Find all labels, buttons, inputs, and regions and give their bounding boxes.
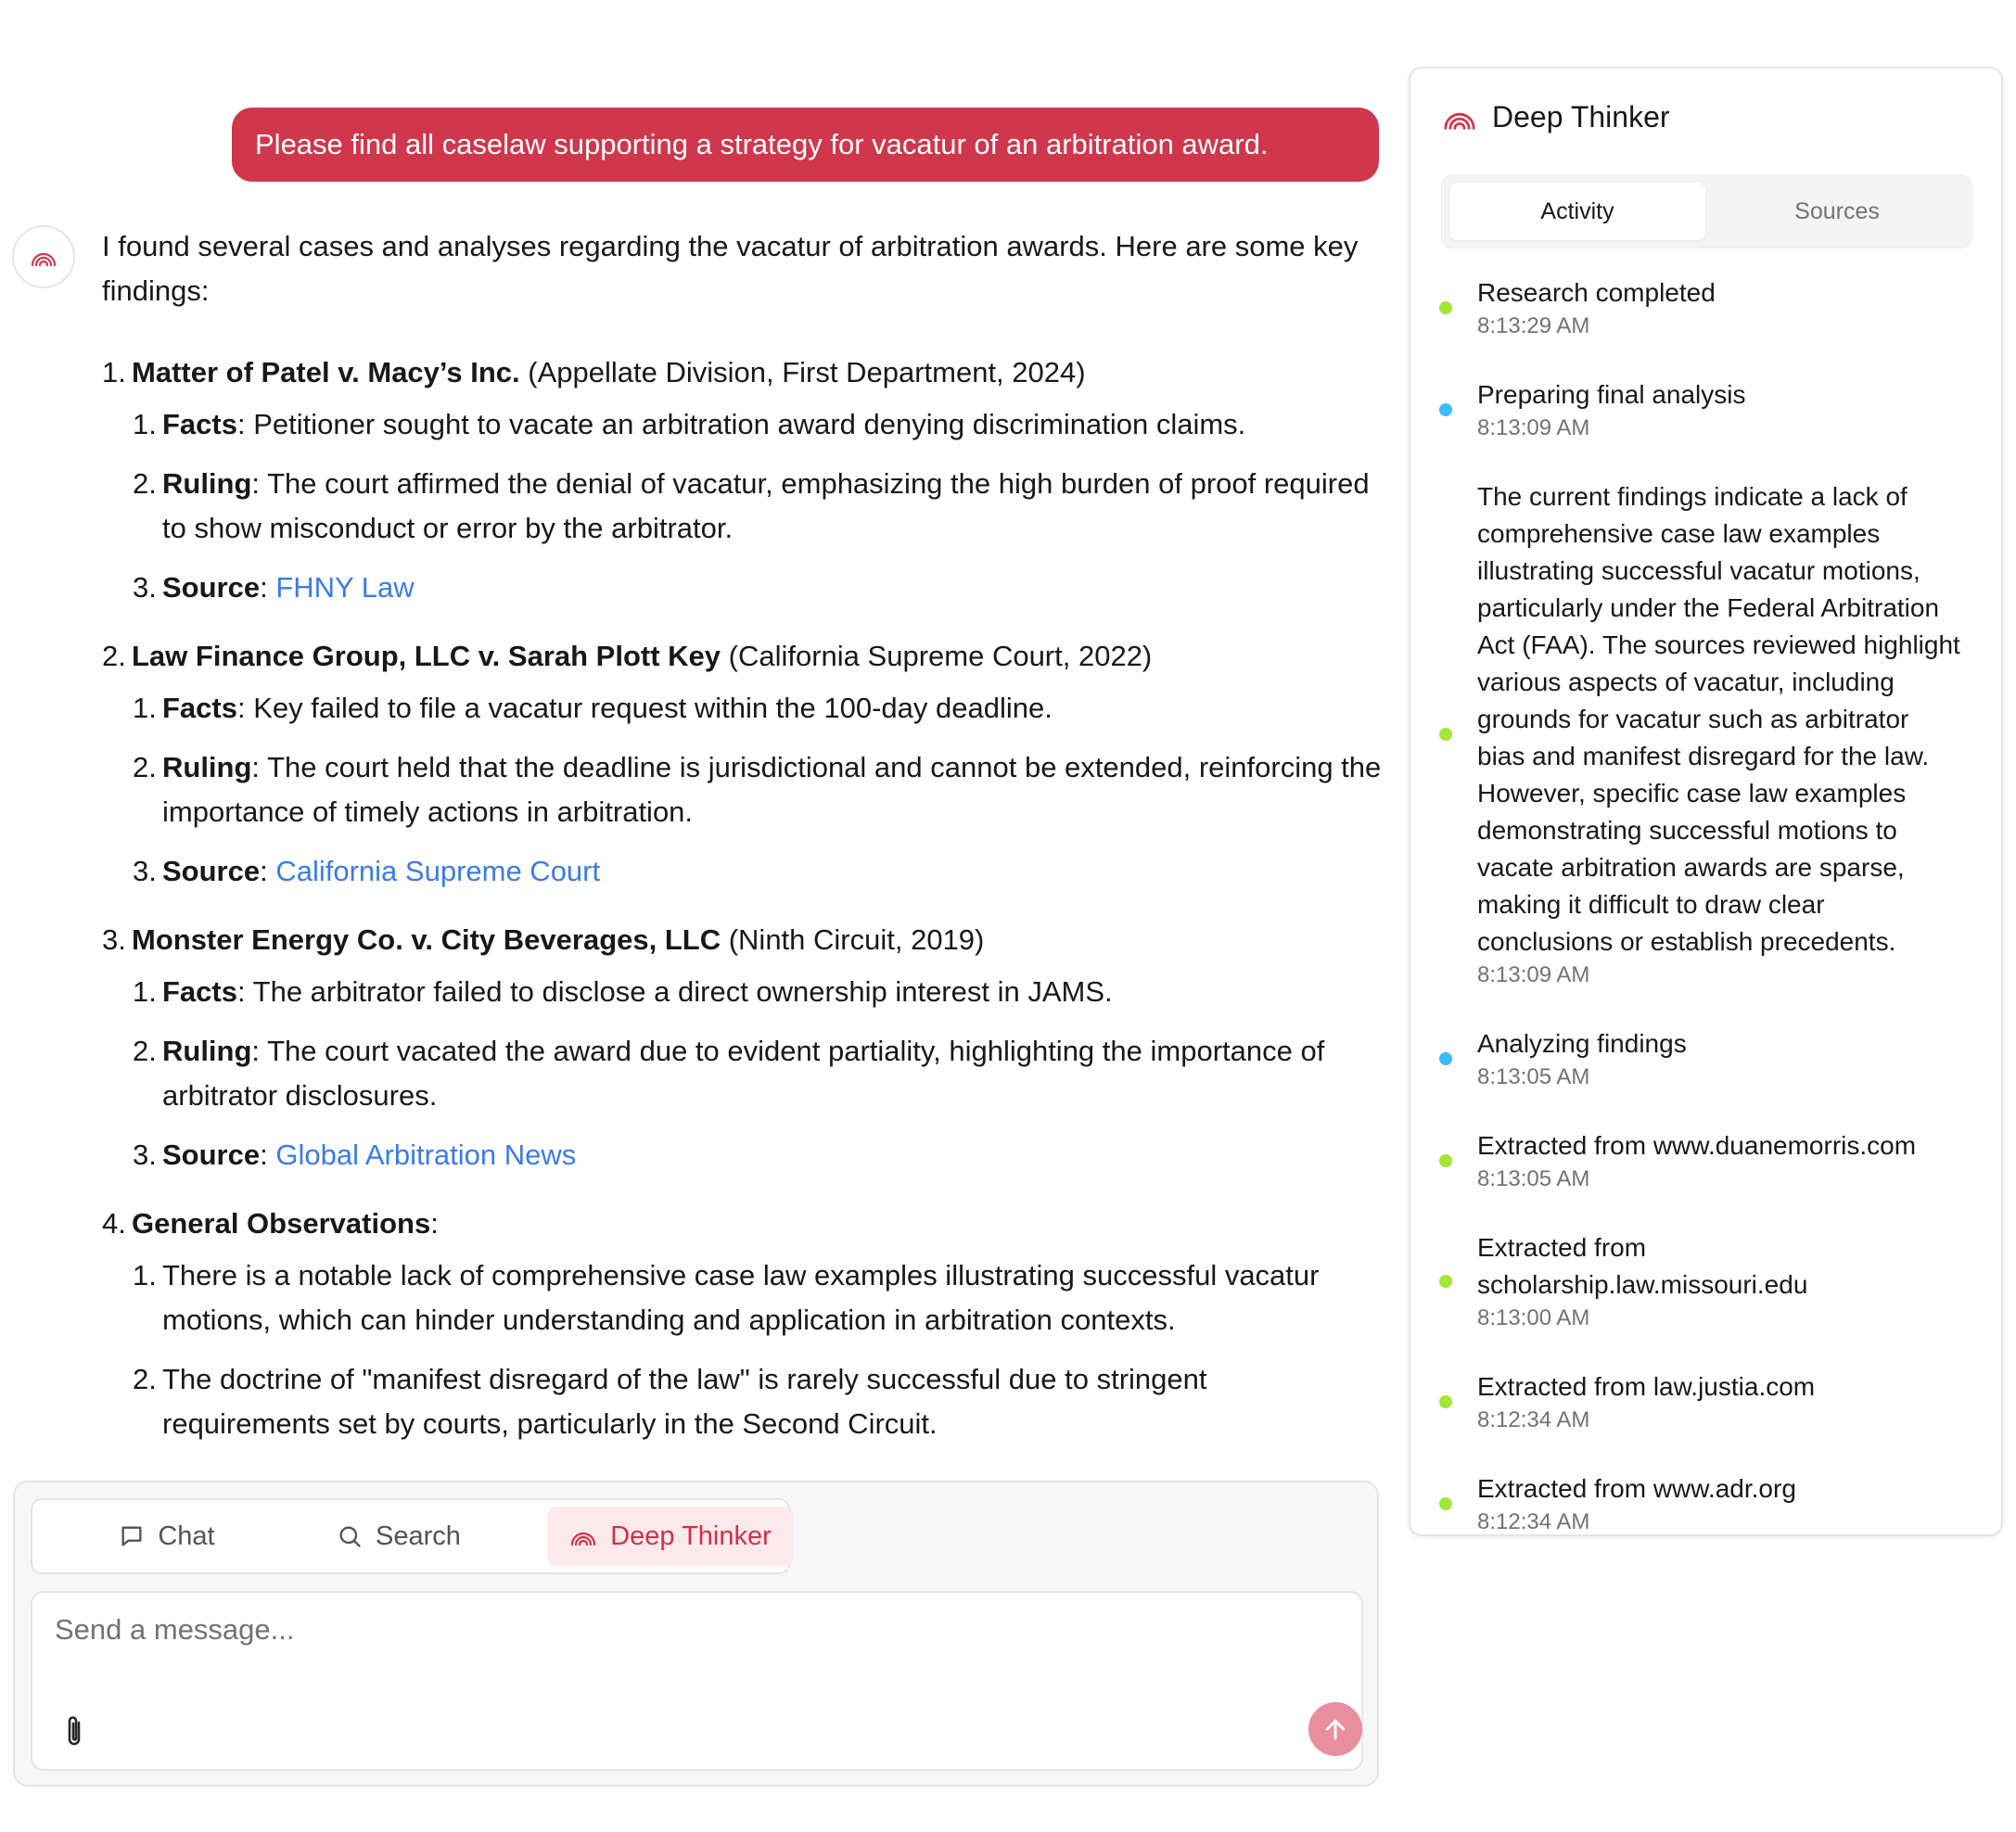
case-facts: 1. Facts: The arbitrator failed to disclose a direct ownership interest in JAMS. <box>133 975 1113 1008</box>
facts-text: Key failed to file a vacatur request within the 100-day deadline. <box>253 692 1053 724</box>
chat-bubble-icon <box>119 1523 145 1549</box>
observations-item: 4. General Observations: 1. There is a notable lack of comprehensive case law examples illustrating successful vacatur motions, which can hinder understanding and application in arbitration contexts. 2. The doctrine of "manifest disregard of the law" is rarely successful due to stringent requirements set by courts, particularly in the Second Circuit. <box>102 1202 1382 1446</box>
ruling-label: Ruling <box>162 467 252 500</box>
deep-thinker-panel <box>1409 67 2003 1536</box>
case-court: (Ninth Circuit, 2019) <box>728 923 985 956</box>
status-dot-icon <box>1439 1154 1452 1167</box>
case-court: (Appellate Division, First Department, 2024) <box>528 356 1086 388</box>
tab-activity[interactable]: Activity <box>1449 183 1705 240</box>
source-link-fhny-law[interactable]: FHNY Law <box>275 571 415 604</box>
case-title: Law Finance Group, LLC v. Sarah Plott Key <box>132 640 721 672</box>
case-title: Monster Energy Co. v. City Beverages, LLC <box>132 923 721 956</box>
case-facts: 1. Facts: Petitioner sought to vacate an arbitration award denying discrimination claims. <box>133 408 1246 440</box>
activity-time: 8:13:09 AM <box>1477 962 1590 987</box>
search-icon <box>337 1523 363 1549</box>
list-number: 1. <box>102 356 126 388</box>
rainbow-logo-icon <box>30 247 57 267</box>
arrow-up-icon <box>1321 1715 1349 1743</box>
status-dot-icon <box>1439 728 1452 741</box>
source-link-california-supreme-court[interactable]: California Supreme Court <box>275 855 601 887</box>
activity-text: Preparing final analysis <box>1477 380 1746 409</box>
activity-text: Research completed <box>1477 278 1716 307</box>
case-item <box>102 634 1382 894</box>
activity-time: 8:13:05 AM <box>1477 1064 1590 1089</box>
facts-label: Facts <box>162 692 237 724</box>
case-source: 3. Source: California Supreme Court <box>133 855 601 887</box>
send-button[interactable] <box>1308 1702 1362 1756</box>
rainbow-logo-icon <box>1442 105 1477 131</box>
activity-time: 8:12:34 AM <box>1477 1407 1590 1432</box>
observation: 2. The doctrine of "manifest disregard of the law" is rarely successful due to stringent requirements set by courts, particularly in the Second Circuit. <box>133 1357 1382 1446</box>
activity-item <box>1410 1025 2003 1092</box>
activity-item <box>1410 1470 2003 1536</box>
observation: 1. There is a notable lack of comprehensive case law examples illustrating successful vacatur motions, which can hinder understanding and application in arbitration contexts. <box>133 1253 1382 1342</box>
status-dot-icon <box>1439 1275 1452 1288</box>
list-number: 2. <box>102 640 126 672</box>
activity-text: Analyzing findings <box>1477 1029 1687 1058</box>
activity-text: Extracted from www.duanemorris.com <box>1477 1131 1917 1160</box>
status-dot-icon <box>1439 1497 1452 1510</box>
panel-tabs <box>1441 174 1972 248</box>
user-message-text: Please find all caselaw supporting a strategy for vacatur of an arbitration award. <box>255 128 1269 160</box>
status-dot-icon <box>1439 403 1452 416</box>
source-label: Source <box>162 855 261 887</box>
status-dot-icon <box>1439 301 1452 314</box>
ruling-label: Ruling <box>162 751 252 783</box>
tab-sources[interactable]: Sources <box>1794 197 1880 224</box>
case-item <box>102 918 1382 1177</box>
activity-item <box>1410 376 2003 443</box>
message-input-box <box>31 1591 1363 1771</box>
assistant-avatar <box>12 225 75 288</box>
activity-item <box>1410 1127 2003 1194</box>
user-message-bubble <box>232 108 1379 182</box>
list-number: 4. <box>102 1207 126 1240</box>
activity-item <box>1410 1368 2003 1435</box>
mode-deep-thinker-button[interactable] <box>547 1507 794 1566</box>
case-facts: 1. Facts: Key failed to file a vacatur request within the 100-day deadline. <box>133 692 1053 724</box>
activity-list <box>1410 274 2003 1536</box>
activity-time: 8:13:00 AM <box>1477 1305 1590 1330</box>
rainbow-logo-icon <box>569 1526 597 1546</box>
activity-text: Extracted from law.justia.com <box>1477 1372 1816 1401</box>
ruling-text: The court vacated the award due to evident partiality, highlighting the importance of arbitrator disclosures. <box>162 1035 1325 1112</box>
mode-deep-thinker-label: Deep Thinker <box>610 1520 772 1551</box>
source-label: Source <box>162 1139 261 1171</box>
ruling-text: The court affirmed the denial of vacatur, emphasizing the high burden of proof required to show misconduct or error by the arbitrator. <box>162 467 1370 544</box>
mode-search-button[interactable] <box>311 1507 487 1566</box>
activity-text: Extracted from scholarship.law.missouri.edu <box>1477 1233 1808 1299</box>
observation-text: There is a notable lack of comprehensive case law examples illustrating successful vacatur motions, which can hinder understanding and application in arbitration contexts. <box>162 1259 1320 1336</box>
activity-time: 8:12:34 AM <box>1477 1509 1590 1534</box>
findings-list <box>102 350 1382 1446</box>
case-item <box>102 350 1382 610</box>
facts-label: Facts <box>162 408 237 440</box>
paperclip-icon[interactable] <box>58 1711 92 1750</box>
activity-time: 8:13:05 AM <box>1477 1166 1590 1191</box>
case-ruling: 2. Ruling: The court vacated the award due to evident partiality, highlighting the importance of arbitrator disclosures. <box>133 1035 1325 1112</box>
assistant-intro: I found several cases and analyses regarding the vacatur of arbitration awards. Here are some key findings: <box>102 230 1359 307</box>
case-court: (California Supreme Court, 2022) <box>728 640 1153 672</box>
list-number: 3. <box>102 923 126 956</box>
panel-title: Deep Thinker <box>1492 100 1670 134</box>
case-source: 3. Source: Global Arbitration News <box>133 1139 577 1171</box>
mode-search-label: Search <box>376 1520 461 1551</box>
mode-chat-label: Chat <box>158 1520 215 1551</box>
case-title: Matter of Patel v. Macy’s Inc. <box>132 356 520 388</box>
activity-item <box>1410 1229 2003 1333</box>
activity-time: 8:13:29 AM <box>1477 313 1590 338</box>
observation-text: The doctrine of "manifest disregard of the law" is rarely successful due to stringent requirements set by courts, particularly in the Second Circuit. <box>162 1363 1207 1440</box>
mode-chat-button[interactable] <box>79 1507 255 1566</box>
facts-text: Petitioner sought to vacate an arbitration award denying discrimination claims. <box>253 408 1246 440</box>
ruling-text: The court held that the deadline is jurisdictional and cannot be extended, reinforcing the importance of timely actions in arbitration. <box>162 751 1382 828</box>
activity-text: The current findings indicate a lack of comprehensive case law examples illustrating successful vacatur motions, particularly under the Federal Arbitration Act (FAA). The sources reviewed highlight various aspects of vacatur, including grounds for vacatur such as arbitrator bias and manifest disregard for the law. However, specific case law examples demonstrating successful motions to vacate arbitration awards are sparse, making it difficult to draw clear conclusions or establish precedents. <box>1477 482 1960 956</box>
observations-title: General Observations <box>132 1207 431 1240</box>
source-label: Source <box>162 571 261 604</box>
case-ruling: 2. Ruling: The court held that the deadline is jurisdictional and cannot be extended, reinforcing the importance of timely actions in arbitration. <box>133 751 1382 828</box>
activity-item <box>1410 274 2003 341</box>
case-ruling: 2. Ruling: The court affirmed the denial of vacatur, emphasizing the high burden of proof required to show misconduct or error by the arbitrator. <box>133 467 1370 544</box>
case-source: 3. Source: FHNY Law <box>133 571 415 604</box>
mode-selector <box>31 1498 790 1574</box>
message-input[interactable] <box>32 1593 1361 1713</box>
activity-text: Extracted from www.adr.org <box>1477 1474 1796 1503</box>
source-link-global-arbitration-news[interactable]: Global Arbitration News <box>275 1139 577 1171</box>
activity-item <box>1410 478 2003 990</box>
activity-time: 8:13:09 AM <box>1477 415 1590 440</box>
composer <box>13 1481 1379 1787</box>
facts-label: Facts <box>162 975 237 1008</box>
status-dot-icon <box>1439 1395 1452 1408</box>
status-dot-icon <box>1439 1052 1452 1065</box>
ruling-label: Ruling <box>162 1035 252 1067</box>
facts-text: The arbitrator failed to disclose a direct ownership interest in JAMS. <box>252 975 1113 1008</box>
assistant-message <box>102 224 1382 1470</box>
